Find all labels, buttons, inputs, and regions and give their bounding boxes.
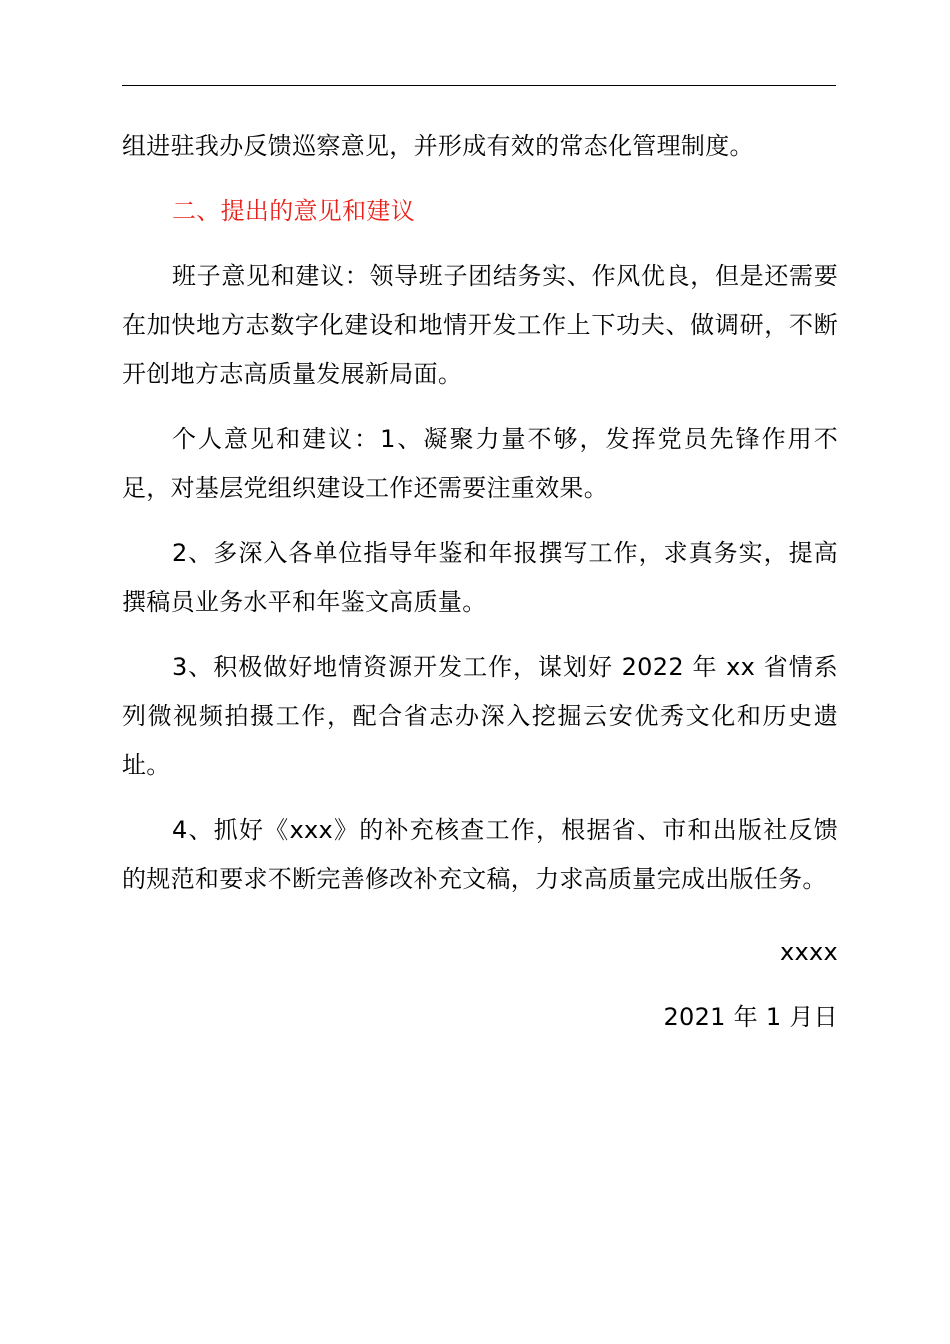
date: 2021 年 1 月日	[663, 1003, 838, 1031]
document-body	[122, 122, 838, 1042]
item-4-paragraph: 4、抓好《xxx》的补充核查工作，根据省、市和出版社反馈的规范和要求不断完善修改补充文稿，力求高质量完成出版任务。	[122, 816, 838, 893]
continuation-paragraph: 组进驻我办反馈巡察意见，并形成有效的常态化管理制度。	[122, 132, 754, 160]
personal-opinion-paragraph: 个人意见和建议：1、凝聚力量不够，发挥党员先锋作用不足，对基层党组织建设工作还需要注重效果。	[122, 425, 838, 502]
header-rule	[122, 85, 836, 86]
signature: xxxx	[779, 938, 838, 966]
item-2-paragraph: 2、多深入各单位指导年鉴和年报撰写工作，求真务实，提高撰稿员业务水平和年鉴文高质量。	[122, 539, 838, 616]
item-3-paragraph: 3、积极做好地情资源开发工作，谋划好 2022 年 xx 省情系列微视频拍摄工作，配合省志办深入挖掘云安优秀文化和历史遗址。	[122, 653, 838, 779]
team-opinion-paragraph: 班子意见和建议：领导班子团结务实、作风优良，但是还需要在加快地方志数字化建设和地情开发工作上下功夫、做调研，不断开创地方志高质量发展新局面。	[122, 262, 838, 388]
section-heading: 二、提出的意见和建议	[172, 197, 415, 225]
